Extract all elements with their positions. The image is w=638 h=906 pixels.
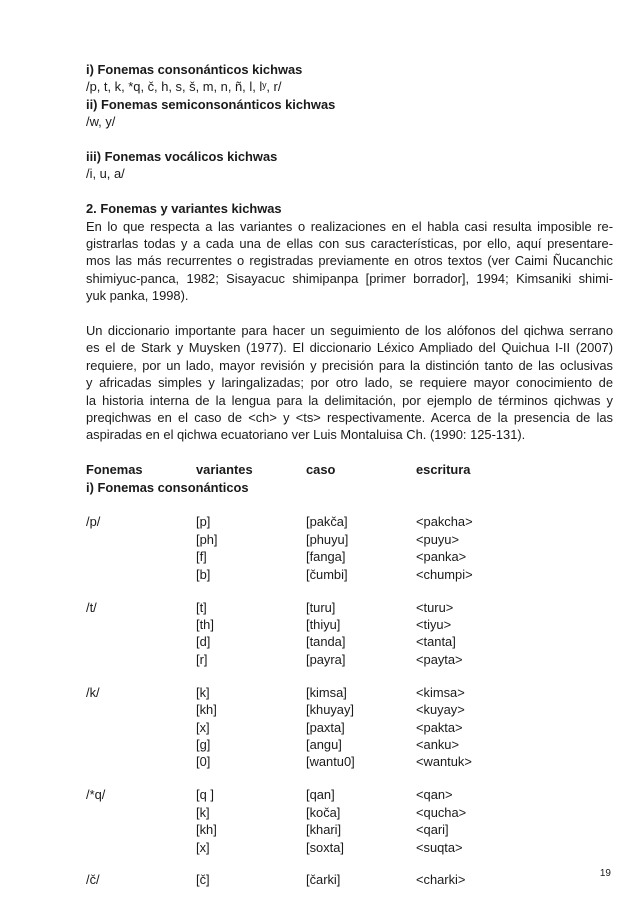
table-row — [86, 684, 613, 701]
case-cell: [čarki] — [306, 872, 341, 888]
table-body — [86, 513, 613, 888]
header-caso: caso — [306, 462, 336, 478]
case-cell: [turu] — [306, 599, 336, 615]
header-variantes: variantes — [196, 462, 253, 478]
paragraph-line: requiere, por un lado, mayor revisión y precisión para la distinción tanto de las oclusivas — [86, 357, 613, 373]
paragraph-line: yuk panka, 1998). — [86, 288, 189, 304]
table-row — [86, 786, 613, 803]
variant-cell: [č] — [196, 872, 210, 888]
phoneme-cell — [86, 821, 196, 838]
spacer — [86, 444, 613, 461]
case-cell: [soxta] — [306, 839, 344, 855]
spelling-cell: <charki> — [416, 872, 466, 888]
table-row — [86, 531, 613, 548]
phoneme-cell — [86, 736, 196, 753]
case-cell: [qan] — [306, 787, 335, 803]
table-header — [86, 461, 613, 478]
table-row — [86, 651, 613, 668]
spelling-cell: <kimsa> — [416, 684, 465, 700]
spelling-cell: <chumpi> — [416, 566, 473, 582]
spacer — [86, 496, 613, 513]
case-cell: [thiyu] — [306, 617, 341, 633]
spelling-cell: <pakcha> — [416, 514, 473, 530]
vowel-list: /i, u, a/ — [86, 166, 125, 182]
table-row — [86, 701, 613, 718]
variant-cell: [k] — [196, 804, 210, 820]
paragraph-line: gistrarlas todas y a cada una de ellas con sus características, por ello, aquí presentare- — [86, 236, 613, 252]
phoneme-cell — [86, 633, 196, 650]
spelling-cell: <payta> — [416, 651, 463, 667]
variant-cell: [0] — [196, 754, 211, 770]
table-row — [86, 633, 613, 650]
variant-cell: [x] — [196, 719, 210, 735]
paragraph-line: shimiyuc-panca, 1982; Sisayacuc shimipanpa [primer borrador], 1994; Kimsaniki shimi- — [86, 270, 613, 286]
case-cell: [fanga] — [306, 549, 346, 565]
variant-cell: [r] — [196, 651, 208, 667]
spelling-cell: <tiyu> — [416, 617, 452, 633]
spelling-cell: <tanta] — [416, 634, 456, 650]
phoneme-cell — [86, 719, 196, 736]
variant-cell: [ph] — [196, 531, 218, 547]
spacer — [86, 131, 613, 148]
variant-cell: [f] — [196, 549, 207, 565]
paragraph-line: la historia interna de la lengua para la delimitación, por ejemplo de términos qichwas y — [86, 392, 613, 408]
group-spacer — [86, 583, 613, 599]
phoneme-cell — [86, 701, 196, 718]
spelling-cell: <kuyay> — [416, 702, 465, 718]
phoneme-cell — [86, 804, 196, 821]
paragraph-line: es el de Stark y Muysken (1977). El diccionario Léxico Ampliado del Quichua I-II (2007) — [86, 340, 613, 356]
spelling-cell: <qucha> — [416, 804, 467, 820]
variant-cell: [d] — [196, 634, 211, 650]
paragraph-line: mos las más recurrentes o registradas previamente en otros textos (ver Caimi Ñucanchic — [86, 253, 613, 269]
variant-cell: [x] — [196, 839, 210, 855]
phoneme-cell: /k/ — [86, 684, 100, 700]
variant-cell: [b] — [196, 566, 211, 582]
phoneme-cell: /*q/ — [86, 787, 106, 803]
case-cell: [koča] — [306, 804, 341, 820]
vowel-heading: iii) Fonemas vocálicos kichwas — [86, 149, 278, 165]
paragraph-line: aspiradas en el qichwa ecuatoriano ver Luis Montaluisa Ch. (1990: 125-131). — [86, 427, 526, 443]
table-subheading: i) Fonemas consonánticos — [86, 479, 249, 495]
group-spacer — [86, 771, 613, 787]
paragraph-2 — [86, 322, 613, 444]
variant-cell: [g] — [196, 736, 211, 752]
variant-cell: [q ] — [196, 787, 214, 803]
phoneme-cell: /č/ — [86, 872, 100, 888]
spelling-cell: <wantuk> — [416, 754, 472, 770]
spelling-cell: <qan> — [416, 787, 453, 803]
variant-cell: [kh] — [196, 822, 217, 838]
table-row — [86, 513, 613, 530]
header-escritura: escritura — [416, 462, 471, 478]
group-spacer — [86, 668, 613, 684]
case-cell: [paxta] — [306, 719, 345, 735]
phoneme-cell — [86, 753, 196, 770]
semiconsonant-list: /w, y/ — [86, 114, 116, 130]
table-row — [86, 566, 613, 583]
table-row — [86, 871, 613, 888]
phoneme-cell — [86, 531, 196, 548]
case-cell: [angu] — [306, 736, 342, 752]
consonant-heading: i) Fonemas consonánticos kichwas — [86, 62, 303, 77]
phoneme-cell: /t/ — [86, 599, 97, 615]
table-row — [86, 616, 613, 633]
spelling-cell: <pakta> — [416, 719, 463, 735]
paragraph-line: En lo que respecta a las variantes o realizaciones en el habla casi resulta imposible re- — [86, 218, 613, 234]
phoneme-cell — [86, 616, 196, 633]
case-cell: [khuyay] — [306, 702, 355, 718]
case-cell: [phuyu] — [306, 531, 349, 547]
table-row — [86, 753, 613, 770]
page-body — [86, 61, 613, 889]
table-row — [86, 548, 613, 565]
variant-cell: [p] — [196, 514, 211, 530]
spacer — [86, 183, 613, 200]
spelling-cell: <puyu> — [416, 531, 460, 547]
paragraph-line: y africadas simples y laringalizadas; por otro lado, se requiere mayor conocimiento de — [86, 375, 613, 391]
spelling-cell: <anku> — [416, 736, 460, 752]
phoneme-cell — [86, 548, 196, 565]
spelling-cell: <turu> — [416, 599, 454, 615]
variant-cell: [k] — [196, 684, 210, 700]
semiconsonant-heading: ii) Fonemas semiconsonánticos kichwas — [86, 96, 336, 112]
paragraph-1 — [86, 218, 613, 305]
spelling-cell: <suqta> — [416, 839, 463, 855]
variant-cell: [th] — [196, 617, 214, 633]
phoneme-cell — [86, 839, 196, 856]
case-cell: [kimsa] — [306, 684, 347, 700]
table-row — [86, 599, 613, 616]
case-cell: [čumbi] — [306, 566, 348, 582]
paragraph-line: Un diccionario importante para hacer un seguimiento de los alófonos del qichwa serrano — [86, 323, 613, 339]
table-row — [86, 736, 613, 753]
case-cell: [payra] — [306, 651, 346, 667]
table-row — [86, 821, 613, 838]
paragraph-line: preqichwas en el caso de <ch> y <ts> respectivamente. Acerca de la presencia de las — [86, 410, 613, 426]
phoneme-cell — [86, 651, 196, 668]
case-cell: [wantu0] — [306, 754, 355, 770]
variants-heading: 2. Fonemas y variantes kichwas — [86, 201, 282, 217]
phoneme-cell — [86, 566, 196, 583]
spelling-cell: <panka> — [416, 549, 467, 565]
phoneme-cell: /p/ — [86, 514, 101, 530]
group-spacer — [86, 856, 613, 872]
table-row — [86, 839, 613, 856]
case-cell: [tanda] — [306, 634, 346, 650]
case-cell: [pakča] — [306, 514, 348, 530]
spacer — [86, 305, 613, 322]
consonant-list: /p, t, k, *q, č, h, s, š, m, n, ñ, l, lʸ, r/ — [86, 79, 282, 95]
page-number: 19 — [599, 868, 611, 879]
table-row — [86, 804, 613, 821]
header-fonemas: Fonemas — [86, 462, 143, 478]
table-row — [86, 719, 613, 736]
case-cell: [khari] — [306, 822, 342, 838]
spelling-cell: <qari] — [416, 822, 449, 838]
variant-cell: [kh] — [196, 702, 217, 718]
variant-cell: [t] — [196, 599, 207, 615]
